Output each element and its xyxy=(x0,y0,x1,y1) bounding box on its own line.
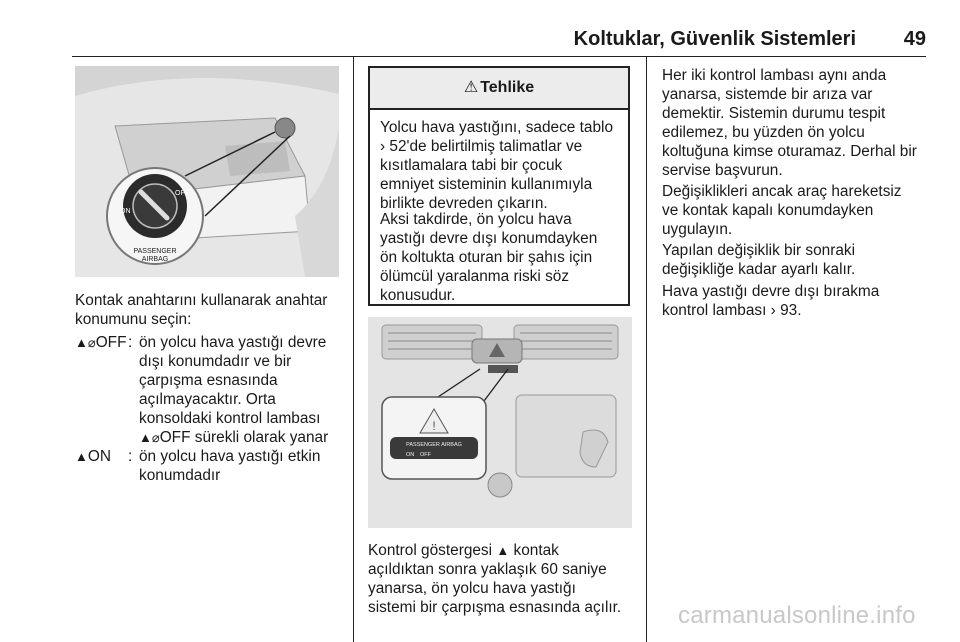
intro-paragraph xyxy=(75,291,327,329)
indicator-label-passenger-airbag: PASSENGER AIRBAG xyxy=(406,442,462,448)
warning-header xyxy=(370,68,628,110)
danger-warning-box xyxy=(368,66,630,306)
page-ref-arrow-icon: › xyxy=(770,302,776,319)
indicator-label-off: OFF xyxy=(420,452,431,458)
switch-label-off: OFF xyxy=(175,190,189,197)
switch-label-on: ON xyxy=(120,208,131,215)
switch-label-passenger: PASSENGER xyxy=(133,248,177,255)
column-divider-1 xyxy=(353,56,354,642)
page-ref-arrow-icon: › xyxy=(380,138,386,155)
changes-paragraph: Değişiklikleri ancak araç hareketsiz ve kontak kapalı konumdayken uygulayın. xyxy=(662,183,902,238)
malfunction-paragraph: Her iki kontrol lambası aynı anda yanarsa, sistemde bir arıza var demektir. Sistemin durumu tespit edilemez, bu yüzden ön yolcu koltuğuna kimse oturamaz. Derhal bir servise başvurun. xyxy=(662,67,917,179)
def-term-on: ▲ON xyxy=(75,448,111,465)
deactivation-light-paragraph: Hava yastığı devre dışı bırakma kontrol lambası › 93. xyxy=(662,283,880,319)
indicator-label-on: ON xyxy=(406,452,415,458)
watermark: carmanualsonline.info xyxy=(678,602,916,629)
passenger-airbag-on-icon: ▲ xyxy=(496,543,510,558)
console-indicator-figure xyxy=(368,317,632,528)
svg-text:!: ! xyxy=(432,419,436,433)
passenger-airbag-on-icon: ▲ xyxy=(75,449,88,464)
intro-line: konumunu seçin: xyxy=(75,311,192,328)
warning-paragraph-2: Aksi takdirde, ön yolcu hava yastığı devre dışı konumdayken ön koltukta oturan bir şahıs için ölümcül yaralanma riski söz konusudur. xyxy=(380,211,598,304)
column-divider-2 xyxy=(646,56,647,642)
definition-off xyxy=(75,333,345,446)
def-term-off: ▲⌀OFF xyxy=(75,334,127,351)
indicator-paragraph: Kontrol göstergesi ▲ kontak açıldıktan sonra yaklaşık 60 saniye yanarsa, ön yolcu hava yastığı sistemi bir çarpışma esnasında açılır. xyxy=(368,542,622,616)
def-colon: : xyxy=(128,334,133,351)
warning-paragraph-1: Yolcu hava yastığını, sadece tablo › 52'de belirtilmiş talimatlar ve kısıtlamalara tabi bir çocuk emniyet sisteminin kullanımıyla birlikte devreden çıkarın. xyxy=(380,119,614,212)
warning-title: Tehlike xyxy=(480,79,535,96)
section-title: Koltuklar, Güvenlik Sistemleri xyxy=(573,28,856,50)
page-header xyxy=(72,28,926,56)
page-number: 49 xyxy=(903,28,926,50)
def-colon: : xyxy=(128,448,133,465)
switch-label-airbag: AIRBAG xyxy=(141,256,169,263)
header-rule xyxy=(72,56,926,57)
persist-paragraph: Yapılan değişiklik bir sonraki değişikliğe kadar ayarlı kalır. xyxy=(662,242,856,278)
def-desc-on: ön yolcu hava yastığı etkin konumdadır xyxy=(139,448,321,484)
passenger-airbag-off-icon: ▲⌀ xyxy=(75,335,96,350)
airbag-switch-figure xyxy=(75,66,339,277)
passenger-airbag-off-icon: ▲⌀ xyxy=(139,430,160,445)
warning-triangle-icon: ⚠ xyxy=(463,79,479,96)
def-desc-off: ön yolcu hava yastığı devre dışı konumdadır ve bir çarpışma esnasında açılmayacaktır. Orta konsoldaki kontrol lambası ▲⌀OFF sürekli olarak yanar xyxy=(139,334,329,446)
intro-line: Kontak anahtarını kullanarak anahtar xyxy=(75,292,328,309)
definition-on xyxy=(75,447,345,487)
